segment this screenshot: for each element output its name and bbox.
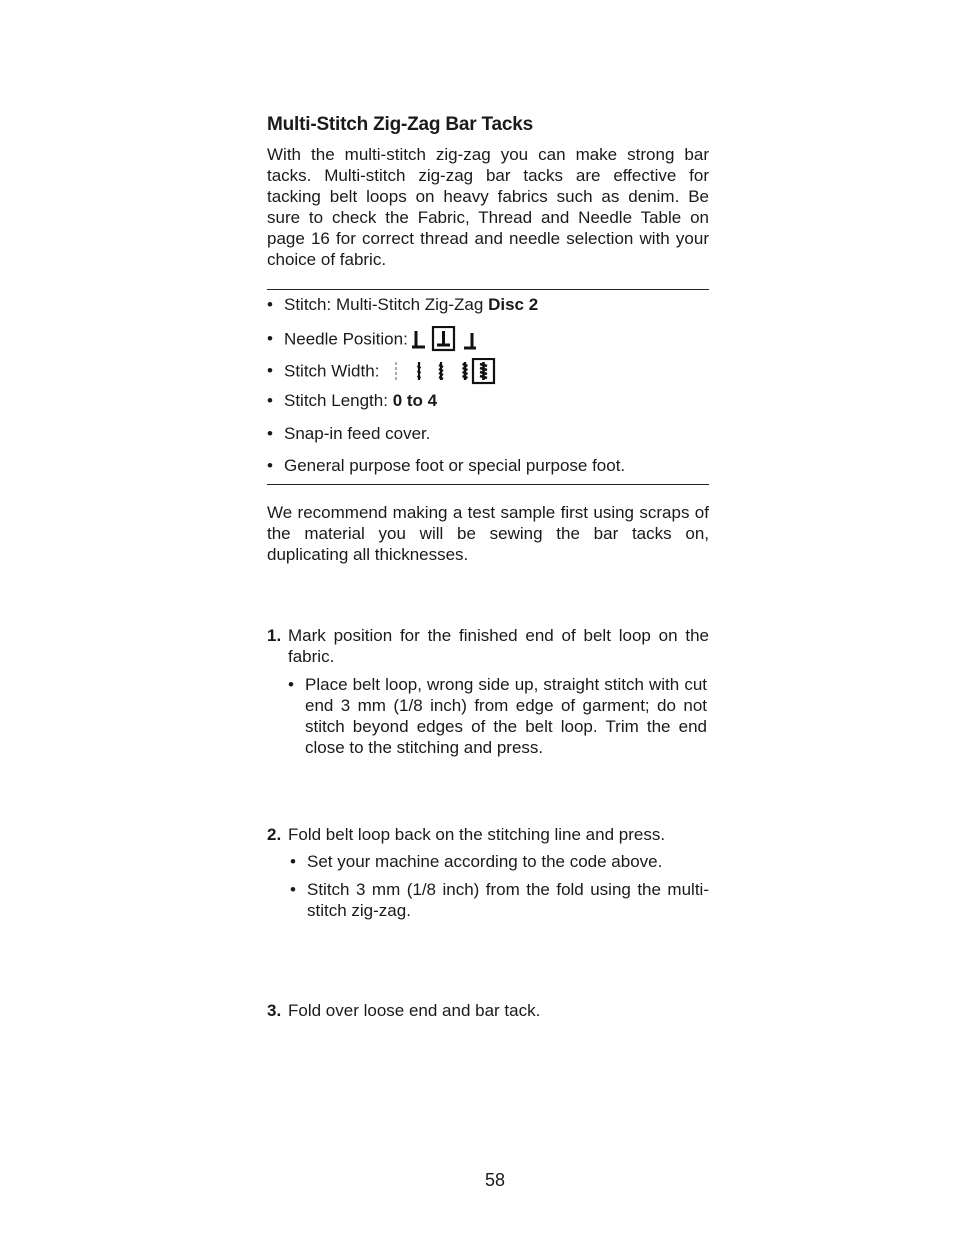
step-number: 1. xyxy=(267,626,282,645)
bullet: • xyxy=(267,456,273,475)
bullet: • xyxy=(267,329,273,349)
top-divider xyxy=(267,289,709,290)
step-number: 2. xyxy=(267,825,282,844)
spec-needle-position xyxy=(267,326,511,354)
section-title: Multi-Stitch Zig-Zag Bar Tacks xyxy=(267,114,534,135)
step-2 xyxy=(267,824,709,845)
page-number: 58 xyxy=(484,1170,506,1190)
spec-stitch xyxy=(267,294,538,316)
step-3 xyxy=(267,1000,709,1021)
bottom-divider xyxy=(267,484,709,485)
width-3-icon xyxy=(463,362,468,380)
intro-paragraph: With the multi-stitch zig-zag you can make strong bar tacks. Multi-stitch zig-zag bar tacks are effective for tacking belt loops on heavy fabrics such as denim. Be sure to check the Fabric, Thread and Needle Table on page 16 for correct thread and needle selection with your choice of fabric. xyxy=(267,145,709,269)
recommend-paragraph: We recommend making a test sample first using scraps of the material you will be sewing the bar tacks on, duplicating all thicknesses. xyxy=(267,503,709,564)
needle-position-icons xyxy=(411,326,511,354)
step-text: Fold belt loop back on the stitching line and press. xyxy=(288,825,666,844)
step-1-bullet-1 xyxy=(288,674,707,758)
bullet: • xyxy=(290,852,296,871)
bullet: • xyxy=(267,361,273,381)
presser-foot-text: General purpose foot or special purpose foot. xyxy=(284,456,626,475)
bullet: • xyxy=(267,391,273,410)
width-2-icon xyxy=(439,362,443,380)
spec-stitch-length xyxy=(267,390,437,412)
needle-center-selected-icon xyxy=(433,327,454,350)
feed-cover-text: Snap-in feed cover. xyxy=(284,424,431,443)
bullet: • xyxy=(267,295,273,314)
length-label: Stitch Length: xyxy=(284,391,388,410)
stitch-width-icons xyxy=(386,358,516,386)
spec-presser-foot xyxy=(267,455,625,477)
bullet: • xyxy=(290,880,296,899)
step-2-bullet-2 xyxy=(290,879,709,921)
step-2-bullet-1 xyxy=(290,851,709,872)
step-text: Mark position for the finished end of belt loop on the fabric. xyxy=(288,626,709,666)
stitch-value: Disc 2 xyxy=(488,295,539,314)
bullet: • xyxy=(267,424,273,443)
step-number: 3. xyxy=(267,1001,282,1020)
needle-left-icon xyxy=(412,331,425,347)
width-label: Stitch Width: xyxy=(284,361,380,381)
bullet-text: Stitch 3 mm (1/8 inch) from the fold using the multi-stitch zig-zag. xyxy=(307,880,709,920)
bullet-text: Set your machine according to the code above. xyxy=(307,852,663,871)
bullet-text: Place belt loop, wrong side up, straight stitch with cut end 3 mm (1/8 inch) from edge of garment; do not stitch beyond edges of the belt loop. Trim the end close to the stitching and press. xyxy=(305,675,707,757)
spec-stitch-width xyxy=(267,358,516,386)
length-value: 0 to 4 xyxy=(392,391,438,410)
needle-label: Needle Position: xyxy=(284,329,408,349)
step-text: Fold over loose end and bar tack. xyxy=(288,1001,541,1020)
step-1 xyxy=(267,625,709,667)
width-4-selected-icon xyxy=(473,359,494,383)
spec-feed-cover xyxy=(267,423,430,445)
bullet: • xyxy=(288,675,294,694)
width-1-icon xyxy=(418,362,421,380)
stitch-label: Stitch: Multi-Stitch Zig-Zag xyxy=(284,295,484,314)
needle-right-icon xyxy=(464,333,476,348)
